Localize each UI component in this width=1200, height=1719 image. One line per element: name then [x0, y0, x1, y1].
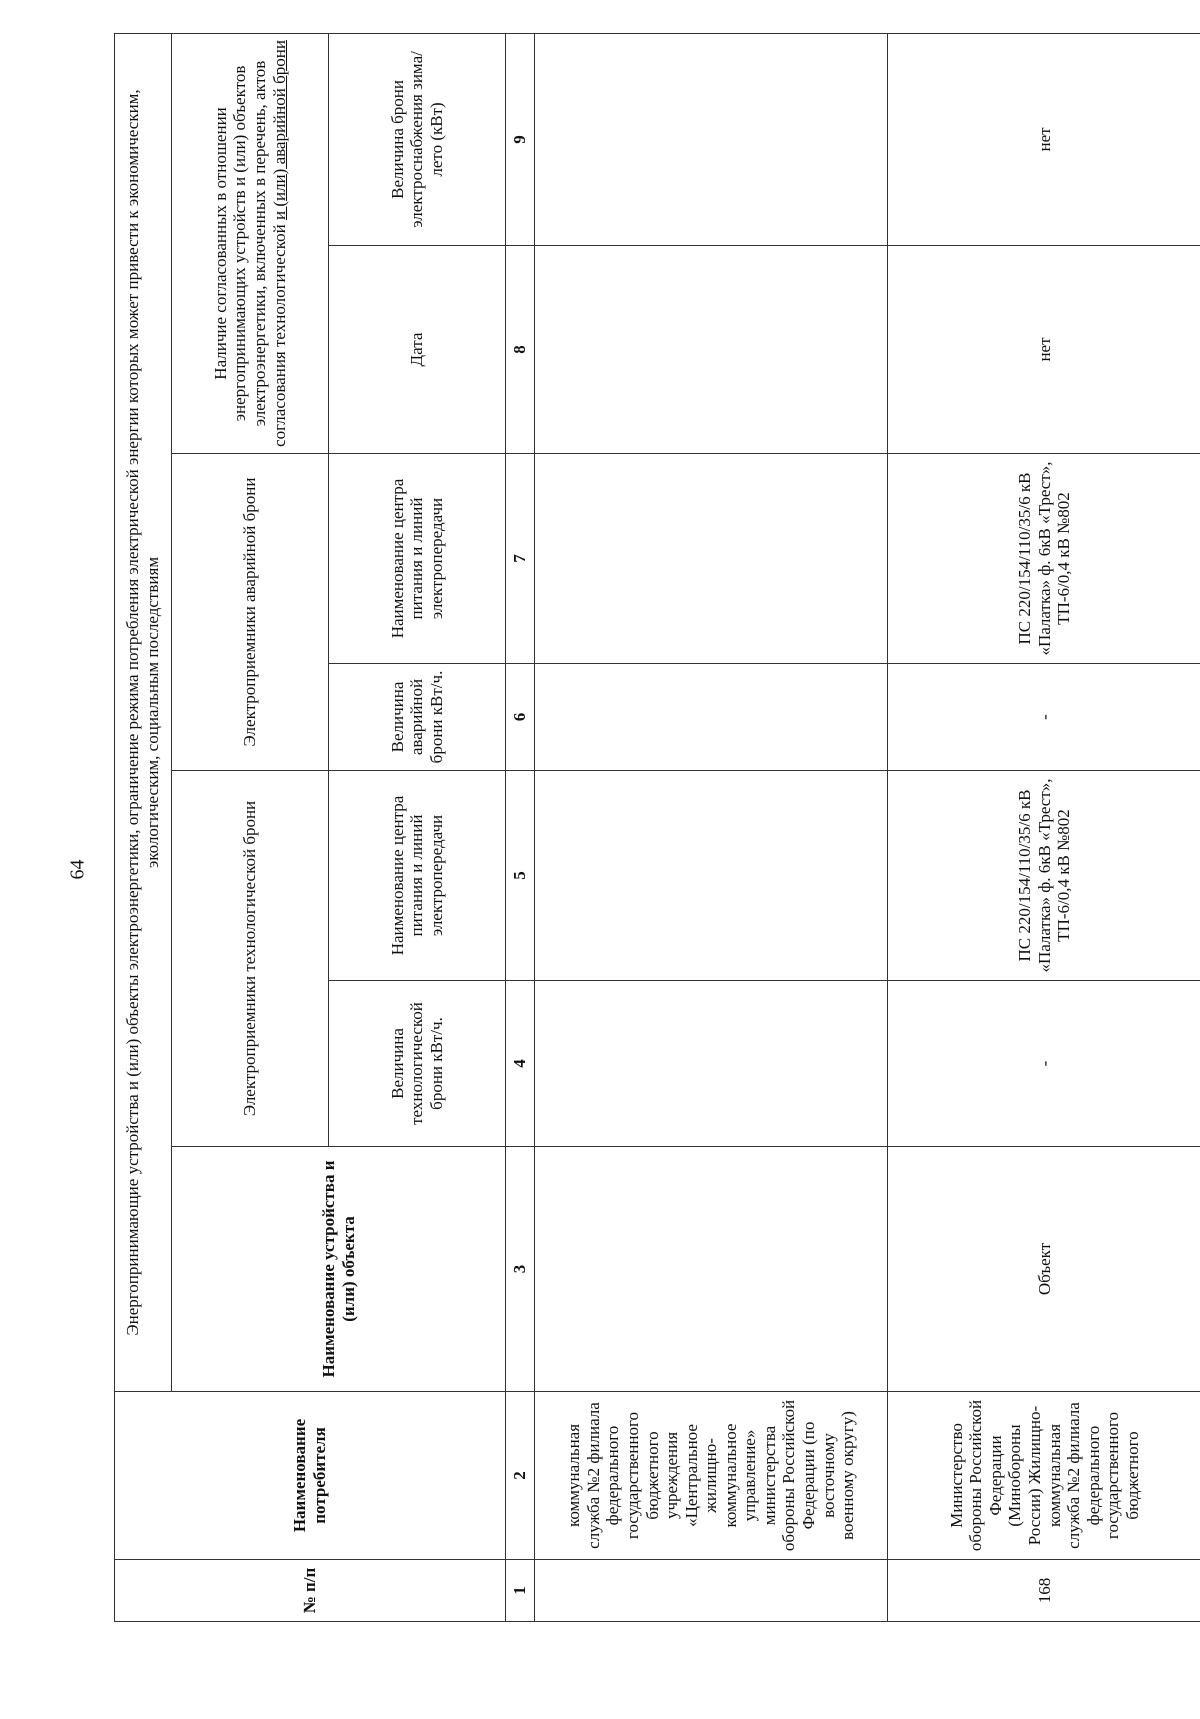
column-number: 6	[506, 664, 535, 771]
column-number: 1	[506, 1560, 535, 1622]
header-reserve: Величина брони электроснабжения зима/лето (кВт)	[329, 33, 506, 245]
header-group-acts: Наличие согласованных в отношении энергопринимающих устройств и (или) объектов электроэнергетики, включенных в перечень, актов согласования технологической и (или) аварийной брони	[172, 33, 329, 453]
table-row	[888, 33, 1200, 1621]
row-consumer: коммунальная служба №2 филиала федерального государственного бюджетного учреждения «Центральное жилищно-коммунальное управление» министерства обороны Российской Федерации (по восточному военному округу)	[535, 1392, 888, 1560]
row-em-value: -	[888, 664, 1200, 771]
column-numbers-row	[506, 33, 535, 1621]
header-group-emergency: Электроприемники аварийной брони	[172, 454, 329, 771]
column-number: 7	[506, 454, 535, 664]
row-em-center	[535, 454, 888, 664]
row-em-value	[535, 664, 888, 771]
column-number: 9	[506, 33, 535, 245]
header-group-tech: Электроприемники технологической брони	[172, 771, 329, 1147]
header-tech-value: Величина технологической брони кВт/ч.	[329, 981, 506, 1147]
row-date	[535, 246, 888, 454]
row-reserve	[535, 33, 888, 245]
row-object	[535, 1147, 888, 1392]
header-tech-center: Наименование центра питания и линий электропередачи	[329, 771, 506, 981]
row-reserve: нет	[888, 33, 1200, 245]
row-tech-center	[535, 771, 888, 981]
header-num: № п/п	[115, 1560, 506, 1622]
header-date: Дата	[329, 246, 506, 454]
page-number: 64	[66, 859, 89, 880]
row-tech-value: -	[888, 981, 1200, 1147]
header-em-value: Величина аварийной брони кВт/ч.	[329, 664, 506, 771]
header-object: Наименование устройства и (или) объекта	[172, 1147, 506, 1392]
column-number: 4	[506, 981, 535, 1147]
rotated-table-container	[114, 34, 1194, 1622]
row-num	[535, 1560, 888, 1622]
energy-reserve-table	[114, 33, 1200, 1622]
header-em-center: Наименование центра питания и линий электропередачи	[329, 454, 506, 664]
row-object: Объект	[888, 1147, 1200, 1392]
row-num: 168	[888, 1560, 1200, 1622]
column-number: 3	[506, 1147, 535, 1392]
column-number: 2	[506, 1392, 535, 1560]
row-tech-center: ПС 220/154/110/35/6 кВ «Палатка» ф. 6кВ «Трест», ТП-6/0,4 кВ №802	[888, 771, 1200, 981]
column-number: 8	[506, 246, 535, 454]
table-title: Энергопринимающие устройства и (или) объекты электроэнергетики, ограничение режима потребления электрической энергии которых может привести к экономическим, экологическим, социальным последствиям	[115, 33, 172, 1391]
row-date: нет	[888, 246, 1200, 454]
column-number: 5	[506, 771, 535, 981]
header-consumer: Наименование потребителя	[115, 1392, 506, 1560]
table-row	[535, 33, 888, 1621]
row-em-center: ПС 220/154/110/35/6 кВ «Палатка» ф. 6кВ «Трест», ТП-6/0,4 кВ №802	[888, 454, 1200, 664]
row-tech-value	[535, 981, 888, 1147]
row-consumer: Министерство обороны Российской Федерации (Минобороны России) Жилищно-коммунальная служба №2 филиала федерального государственного бюджетного	[888, 1392, 1200, 1560]
